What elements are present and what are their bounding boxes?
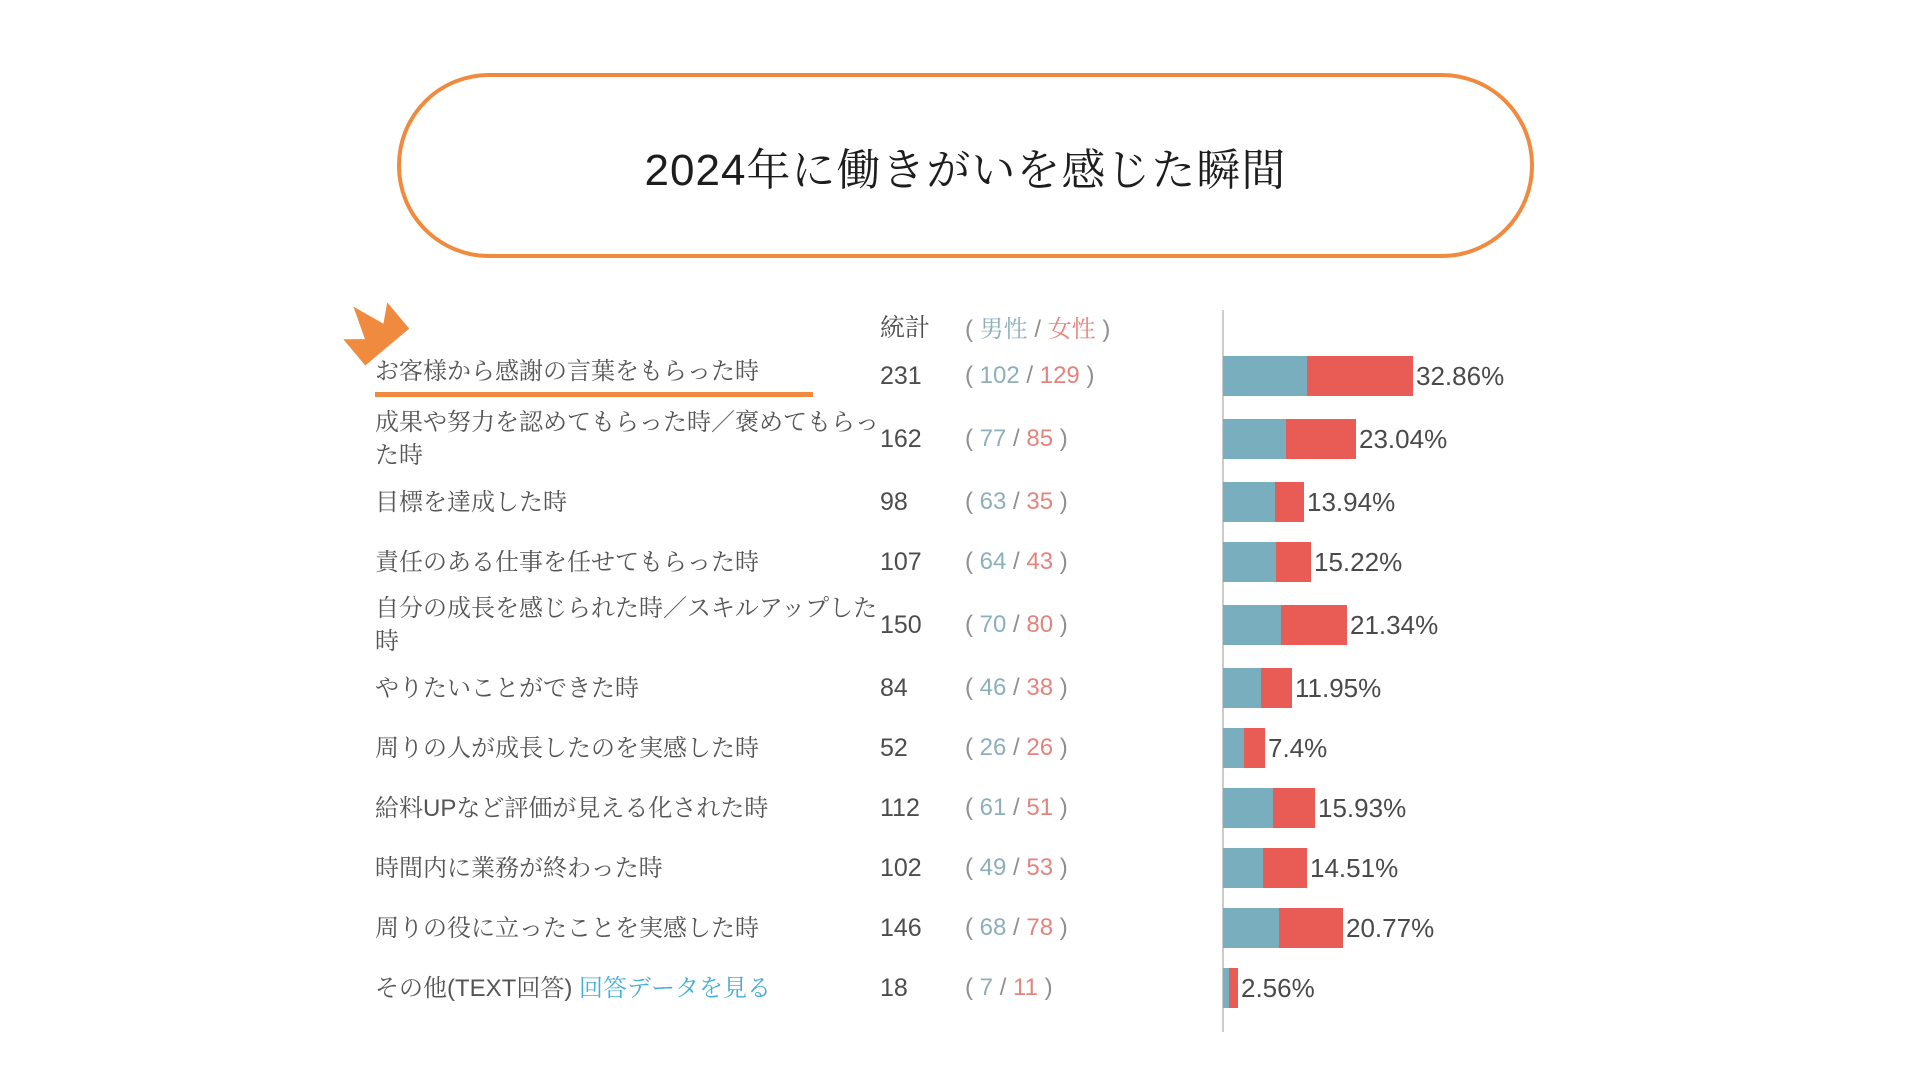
stacked-bar: [1223, 419, 1356, 459]
male-count: 61: [979, 794, 1007, 822]
table-row: [375, 346, 1620, 406]
table-body: [375, 346, 1620, 1018]
paren-close: ): [1037, 974, 1053, 1002]
gender-breakdown: [965, 425, 1223, 453]
category-label: 周りの人が成長したのを実感した時: [375, 734, 759, 762]
paren-open: (: [965, 611, 980, 639]
percent-label: 2.56%: [1241, 972, 1315, 1003]
header-male-label: 男性: [979, 315, 1028, 343]
male-count: 64: [979, 548, 1007, 576]
stacked-bar: [1223, 728, 1265, 768]
bar-cell: [1223, 356, 1620, 396]
table-row: [375, 592, 1620, 658]
male-bar-segment: [1223, 668, 1261, 708]
total-count: 107: [880, 547, 922, 576]
bar-cell: [1223, 605, 1620, 645]
page-title: 2024年に働きがいを感じた瞬間: [644, 145, 1287, 195]
category-label: 責任のある仕事を任せてもらった時: [375, 548, 759, 576]
category-cell: [375, 912, 880, 945]
male-bar-segment: [1223, 605, 1281, 645]
gender-breakdown: [965, 362, 1223, 390]
total-count: 18: [880, 973, 908, 1002]
male-count: 26: [979, 734, 1007, 762]
gender-slash: /: [1006, 425, 1027, 453]
female-count: 53: [1026, 854, 1054, 882]
paren-close: ): [1053, 794, 1068, 822]
stacked-bar: [1223, 668, 1292, 708]
paren-close: ): [1095, 315, 1111, 343]
female-bar-segment: [1244, 728, 1265, 768]
category-cell: [375, 732, 880, 765]
gender-slash: /: [1006, 674, 1027, 702]
gender-slash: /: [993, 974, 1014, 1002]
category-label: 目標を達成した時: [375, 488, 567, 516]
paren-close: ): [1053, 854, 1068, 882]
category-label: 周りの役に立ったことを実感した時: [375, 914, 759, 942]
total-count: 162: [880, 424, 922, 453]
percent-label: 21.34%: [1350, 609, 1439, 640]
paren-close: ): [1053, 674, 1068, 702]
table-row: [375, 838, 1620, 898]
gender-breakdown: [965, 914, 1223, 942]
gender-slash: /: [1006, 548, 1027, 576]
bar-cell: [1223, 419, 1620, 459]
female-count: 38: [1026, 674, 1054, 702]
category-label: 成果や努力を認めてもらった時／褒めてもらった時: [375, 409, 879, 470]
male-bar-segment: [1223, 788, 1273, 828]
category-cell: [375, 792, 880, 825]
total-count: 84: [880, 673, 908, 702]
table-header: [375, 306, 1620, 346]
male-bar-segment: [1223, 419, 1286, 459]
percent-label: 14.51%: [1310, 852, 1399, 883]
female-bar-segment: [1286, 419, 1356, 459]
percent-label: 15.93%: [1318, 792, 1407, 823]
stacked-bar: [1223, 482, 1304, 522]
gender-breakdown: [965, 974, 1223, 1002]
male-bar-segment: [1223, 542, 1276, 582]
percent-label: 32.86%: [1416, 360, 1505, 391]
table-row: [375, 718, 1620, 778]
paren-open: (: [965, 425, 980, 453]
bar-cell: [1223, 788, 1620, 828]
male-count: 77: [979, 425, 1007, 453]
percent-label: 11.95%: [1295, 672, 1382, 703]
table-row: [375, 472, 1620, 532]
total-count: 98: [880, 487, 908, 516]
paren-close: ): [1053, 734, 1068, 762]
female-bar-segment: [1229, 968, 1238, 1008]
female-bar-segment: [1281, 605, 1347, 645]
female-count: 80: [1026, 611, 1054, 639]
paren-open: (: [965, 488, 980, 516]
stacked-bar: [1223, 968, 1238, 1008]
percent-label: 15.22%: [1314, 546, 1403, 577]
category-cell: [375, 852, 880, 885]
female-count: 85: [1026, 425, 1054, 453]
gender-breakdown: [965, 794, 1223, 822]
table-row: [375, 778, 1620, 838]
male-count: 63: [979, 488, 1007, 516]
gender-slash: /: [1006, 914, 1027, 942]
male-count: 49: [979, 854, 1007, 882]
category-cell: [375, 972, 880, 1005]
male-count: 7: [979, 974, 994, 1002]
male-count: 68: [979, 914, 1007, 942]
male-count: 102: [979, 362, 1020, 389]
percent-label: 13.94%: [1307, 486, 1396, 517]
female-count: 26: [1026, 734, 1054, 762]
total-count: 150: [880, 610, 922, 639]
header-gender: [965, 309, 1223, 344]
female-bar-segment: [1273, 788, 1315, 828]
table-row: [375, 898, 1620, 958]
percent-label: 23.04%: [1359, 423, 1448, 454]
category-cell: [375, 406, 880, 472]
male-bar-segment: [1223, 908, 1279, 948]
category-cell: [375, 546, 880, 579]
bar-cell: [1223, 668, 1620, 708]
total-count: 231: [880, 361, 922, 390]
category-cell: [375, 672, 880, 705]
male-bar-segment: [1223, 482, 1275, 522]
paren-close: ): [1053, 914, 1068, 942]
table-row: [375, 406, 1620, 472]
paren-open: (: [965, 674, 980, 702]
bar-cell: [1223, 908, 1620, 948]
paren-open: (: [965, 974, 980, 1002]
category-label: その他(TEXT回答): [375, 974, 579, 1002]
female-count: 78: [1026, 914, 1054, 942]
male-bar-segment: [1223, 356, 1307, 396]
paren-open: (: [965, 734, 980, 762]
gender-slash: /: [1019, 362, 1040, 389]
paren-open: (: [965, 548, 980, 576]
bar-cell: [1223, 848, 1620, 888]
gender-breakdown: [965, 734, 1223, 762]
paren-open: (: [965, 315, 980, 343]
gender-breakdown: [965, 674, 1223, 702]
title-box: [397, 73, 1534, 258]
category-label: お客様から感謝の言葉をもらった時: [375, 357, 759, 385]
male-count: 70: [979, 611, 1007, 639]
male-count: 46: [979, 674, 1007, 702]
bar-cell: [1223, 968, 1620, 1008]
percent-label: 7.4%: [1268, 732, 1328, 763]
header-female-label: 女性: [1047, 315, 1096, 343]
female-bar-segment: [1279, 908, 1343, 948]
paren-close: ): [1053, 425, 1068, 453]
female-bar-segment: [1263, 848, 1307, 888]
female-bar-segment: [1261, 668, 1292, 708]
female-count: 129: [1039, 362, 1080, 389]
category-label: 時間内に業務が終わった時: [375, 854, 663, 882]
answer-data-link[interactable]: 回答データを見る: [579, 974, 771, 1002]
gender-slash: /: [1027, 315, 1048, 343]
paren-open: (: [965, 854, 980, 882]
female-count: 51: [1026, 794, 1054, 822]
paren-close: ): [1053, 548, 1068, 576]
table-row: [375, 532, 1620, 592]
paren-open: (: [965, 794, 980, 822]
total-count: 112: [880, 793, 920, 822]
female-count: 35: [1026, 488, 1054, 516]
category-cell: [375, 486, 880, 519]
stacked-bar: [1223, 908, 1343, 948]
gender-breakdown: [965, 488, 1223, 516]
table-row: [375, 658, 1620, 718]
stacked-bar: [1223, 356, 1413, 396]
female-count: 43: [1026, 548, 1054, 576]
gender-slash: /: [1006, 488, 1027, 516]
gender-slash: /: [1006, 611, 1027, 639]
survey-chart: [375, 306, 1620, 1018]
female-bar-segment: [1275, 482, 1304, 522]
paren-open: (: [965, 914, 980, 942]
category-cell: [375, 592, 880, 658]
category-label: 自分の成長を感じられた時／スキルアップした時: [375, 595, 878, 656]
male-bar-segment: [1223, 728, 1244, 768]
total-count: 102: [880, 853, 922, 882]
female-count: 11: [1013, 974, 1038, 1002]
category-label: 給料UPなど評価が見える化された時: [375, 794, 769, 822]
male-bar-segment: [1223, 848, 1263, 888]
gender-slash: /: [1006, 794, 1027, 822]
table-row: [375, 958, 1620, 1018]
category-cell: [375, 355, 880, 397]
header-stat: 統計: [880, 314, 931, 342]
highlight-underline: [375, 392, 813, 397]
bar-cell: [1223, 482, 1620, 522]
paren-close: ): [1053, 611, 1068, 639]
category-label: やりたいことができた時: [375, 674, 639, 702]
paren-close: ): [1053, 488, 1068, 516]
paren-open: (: [965, 362, 980, 389]
gender-breakdown: [965, 611, 1223, 639]
percent-label: 20.77%: [1346, 912, 1435, 943]
bar-cell: [1223, 542, 1620, 582]
gender-slash: /: [1006, 854, 1027, 882]
gender-breakdown: [965, 548, 1223, 576]
total-count: 146: [880, 913, 922, 942]
stacked-bar: [1223, 848, 1307, 888]
total-count: 52: [880, 733, 908, 762]
female-bar-segment: [1276, 542, 1311, 582]
paren-close: ): [1079, 362, 1095, 389]
bar-cell: [1223, 728, 1620, 768]
gender-breakdown: [965, 854, 1223, 882]
gender-slash: /: [1006, 734, 1027, 762]
stacked-bar: [1223, 542, 1311, 582]
female-bar-segment: [1307, 356, 1413, 396]
stacked-bar: [1223, 788, 1315, 828]
stacked-bar: [1223, 605, 1347, 645]
